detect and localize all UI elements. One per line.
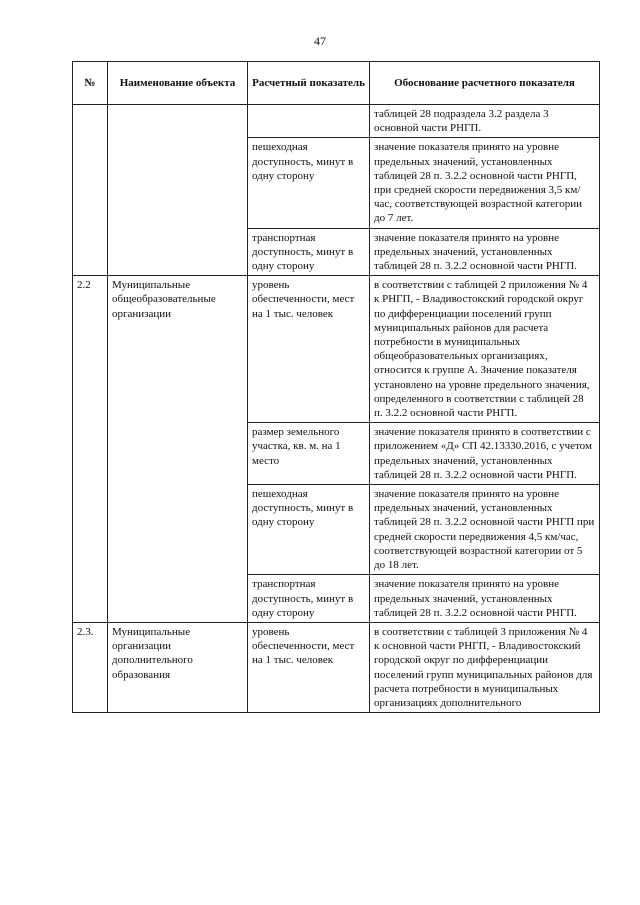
header-object: Наименование объекта	[108, 62, 248, 105]
row-justification-cell: значение показателя принято в соответствии с приложением «Д» СП 42.13330.2016, с учетом предельных значений, установленных таблицей 28 п. 3.2.2 основной части РНГП.	[370, 423, 600, 485]
table-row	[73, 622, 600, 712]
page-number: 47	[314, 34, 326, 48]
row-indicator-cell: пешеходная доступность, минут в одну сторону	[248, 138, 370, 228]
row-indicator-cell: уровень обеспеченности, мест на 1 тыс. человек	[248, 622, 370, 712]
header-num: №	[73, 62, 108, 105]
table-header-row	[73, 62, 600, 105]
row-indicator-cell: пешеходная доступность, минут в одну сторону	[248, 485, 370, 575]
row-justification-cell: в соответствии с таблицей 3 приложения № 4 к основной части РНГП, - Владивостокский городской округ по дифференциации поселений групп муниципальных районов для расчета потребности в муниципальных организациях дополнительного	[370, 622, 600, 712]
row-indicator-cell: транспортная доступность, минут в одну сторону	[248, 228, 370, 276]
indicators-table	[72, 61, 600, 713]
table-row	[73, 276, 600, 423]
row-object-cell	[108, 105, 248, 276]
row-justification-cell: значение показателя принято на уровне предельных значений, установленных таблицей 28 п. 3.2.2 основной части РНГП.	[370, 575, 600, 623]
row-justification-cell: значение показателя принято на уровне предельных значений, установленных таблицей 28 п. 3.2.2 основной части РНГП, при средней скорости передвижения 3,5 км/час, соответствующей возрастной категории до 7 лет.	[370, 138, 600, 228]
row-indicator-cell: транспортная доступность, минут в одну сторону	[248, 575, 370, 623]
row-justification-cell: в соответствии с таблицей 2 приложения № 4 к РНГП, - Владивостокский городской округ по дифференциации поселений групп муниципальных районов для расчета потребности в муниципальных общеобразовательных организациях, относится к группе А. Значение показателя установлено на уровне предельного значения, определенного в соответствии с таблицей 28 п. 3.2.2 основной части РНГП.	[370, 276, 600, 423]
row-num-cell: 2.2	[73, 276, 108, 623]
row-object-cell: Муниципальные общеобразовательные организации	[108, 276, 248, 623]
row-justification-cell: значение показателя принято на уровне предельных значений, установленных таблицей 28 п. 3.2.2 основной части РНГП.	[370, 228, 600, 276]
row-indicator-cell: уровень обеспеченности, мест на 1 тыс. человек	[248, 276, 370, 423]
header-justification: Обоснование расчетного показателя	[370, 62, 600, 105]
row-justification-cell: таблицей 28 подраздела 3.2 раздела 3 основной части РНГП.	[370, 105, 600, 138]
table-row	[73, 105, 600, 138]
row-num-cell: 2.3.	[73, 622, 108, 712]
row-indicator-cell: размер земельного участка, кв. м. на 1 место	[248, 423, 370, 485]
row-indicator-cell	[248, 105, 370, 138]
row-num-cell	[73, 105, 108, 276]
header-indicator: Расчетный показатель	[248, 62, 370, 105]
row-object-cell: Муниципальные организации дополнительного образования	[108, 622, 248, 712]
row-justification-cell: значение показателя принято на уровне предельных значений, установленных таблицей 28 п. 3.2.2 основной части РНГП при средней скорости передвижения 4,5 км/час, соответствующей возрастной категории от 5 до 18 лет.	[370, 485, 600, 575]
